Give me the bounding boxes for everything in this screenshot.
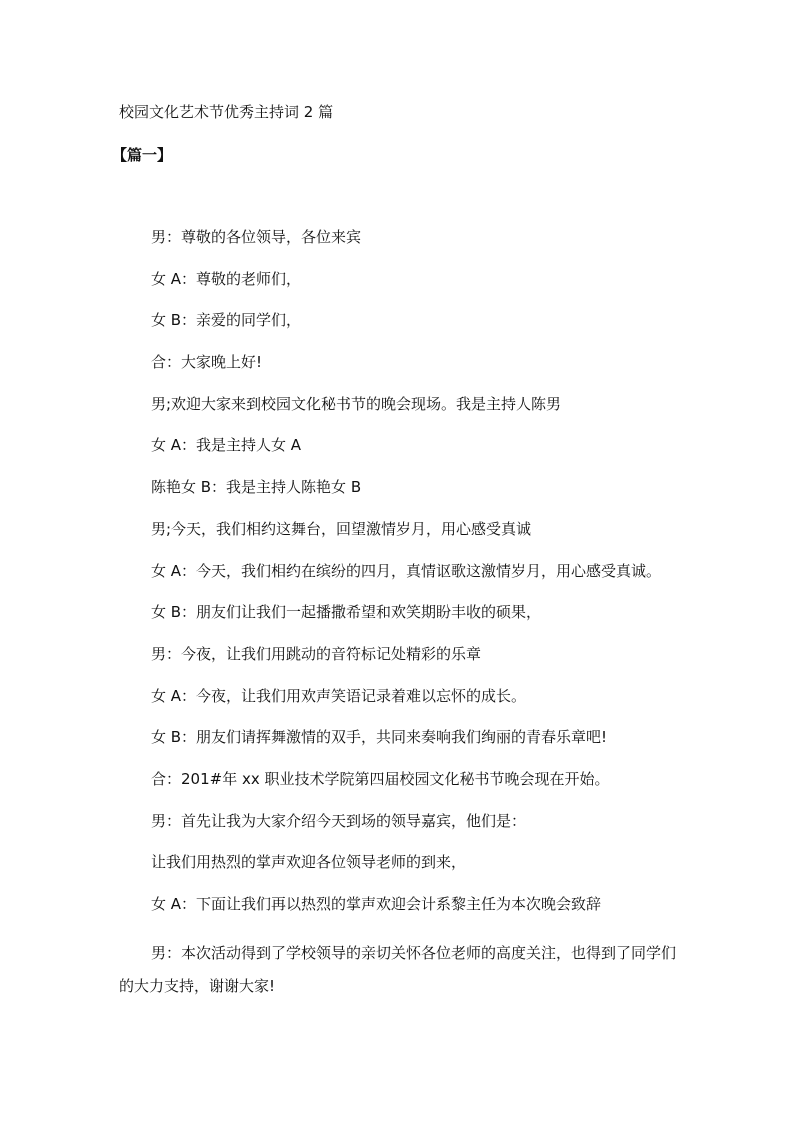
section-heading: 【篇一】 [112,146,173,164]
script-line: 女 B：朋友们让我们一起播撒希望和欢笑期盼丰收的硕果， [151,603,542,622]
script-line: 男：今夜，让我们用跳动的音符标记处精彩的乐章 [151,644,482,663]
closing-paragraph: 男：本次活动得到了学校领导的亲切关怀各位老师的高度关注，也得到了同学们的大力支持，谢谢大家! [119,944,677,995]
script-line: 男;今天，我们相约这舞台，回望激情岁月，用心感受真诚 [151,519,532,538]
script-line: 男：尊敬的各位领导，各位来宾 [151,228,362,246]
script-line: 陈艳女 B：我是主持人陈艳女 B [151,478,362,497]
document-title: 校园文化艺术节优秀主持词 2 篇 [119,103,334,121]
script-line: 男：首先让我为大家介绍今天到场的领导嘉宾，他们是： [151,811,527,830]
script-line: 女 B：亲爱的同学们， [151,311,302,330]
script-line: 合：大家晚上好! [151,353,263,372]
script-line: 女 A：我是主持人女 A [151,436,302,455]
script-line: 女 B：朋友们请挥舞激情的双手，共同来奏响我们绚丽的青春乐章吧! [151,728,608,747]
script-line: 女 A：尊敬的老师们， [151,269,302,288]
script-line: 女 A：下面让我们再以热烈的掌声欢迎会计系黎主任为本次晚会致辞 [151,895,602,913]
script-line: 让我们用热烈的掌声欢迎各位领导老师的到来， [151,853,467,872]
script-line: 女 A：今天，我们相约在缤纷的四月，真情讴歌这激情岁月，用心感受真诚。 [151,561,662,580]
script-line: 女 A：今夜，让我们用欢声笑语记录着难以忘怀的成长。 [151,686,527,705]
script-line: 男;欢迎大家来到校园文化秘书节的晚会现场。我是主持人陈男 [151,394,562,413]
script-lines [151,226,711,935]
script-line: 合：201#年 xx 职业技术学院第四届校园文化秘书节晚会现在开始。 [151,769,610,788]
